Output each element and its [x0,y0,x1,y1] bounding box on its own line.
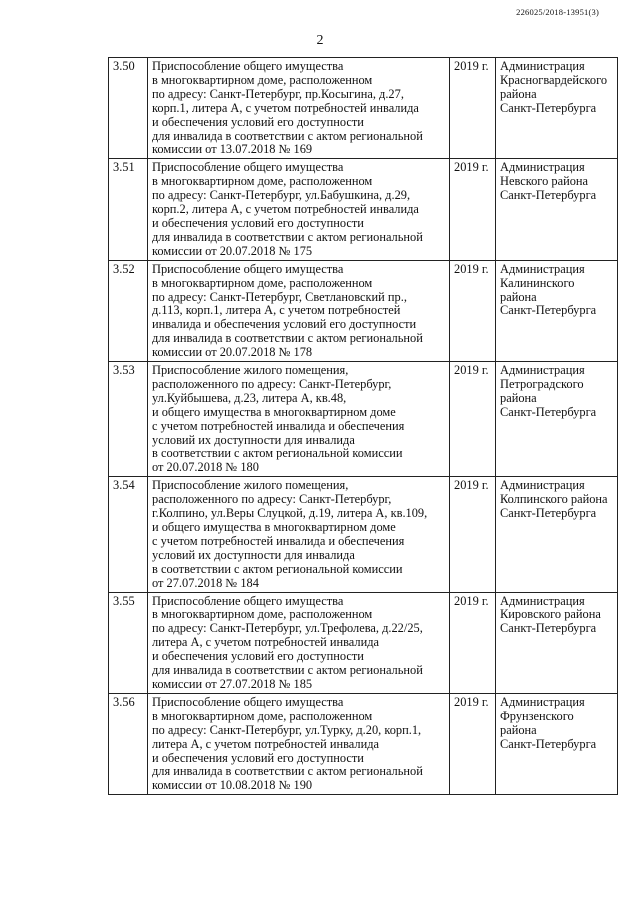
item-responsible-authority [496,693,618,794]
item-description-line: комиссии от 20.07.2018 № 178 [152,345,313,360]
item-description-line: корп.2, литера А, с учетом потребностей инвалида [152,202,419,217]
item-responsible-authority-line: Администрация [500,363,585,378]
item-description-line: для инвалида в соответствии с актом региональной [152,764,423,779]
item-description-line: для инвалида в соответствии с актом региональной [152,663,423,678]
item-description-line: ул.Куйбышева, д.23, литера А, кв.48, [152,390,347,405]
item-description-line: по адресу: Санкт-Петербург, ул.Турку, д.20, корп.1, [152,722,422,737]
item-description-line: расположенного по адресу: Санкт-Петербург, [152,376,392,391]
item-description-line: условий их доступности для инвалида [152,547,355,562]
item-description-line: д.113, корп.1, литера А, с учетом потребностей [152,303,401,318]
item-responsible-authority [496,260,618,361]
item-description-line: по адресу: Санкт-Петербург, ул.Трефолева, д.22/25, [152,621,423,636]
item-responsible-authority-line: района [500,722,537,737]
plan-items-table [108,57,618,795]
item-description-line: от 20.07.2018 № 180 [152,460,259,475]
item-responsible-authority-line: Администрация [500,478,585,493]
item-description-line: литера А, с учетом потребностей инвалида [152,736,380,751]
item-year: 2019 г. [450,693,496,794]
item-responsible-authority-line: Санкт-Петербурга [500,621,597,636]
item-number: 3.55 [109,592,148,693]
item-number: 3.51 [109,159,148,260]
item-year: 2019 г. [450,159,496,260]
item-responsible-authority-line: Администрация [500,261,585,276]
item-description-line: в соответствии с актом региональной комиссии [152,446,403,461]
item-description [148,58,450,159]
item-responsible-authority [496,362,618,477]
item-description-line: и обеспечения условий его доступности [152,750,364,765]
item-responsible-authority-line: Санкт-Петербурга [500,303,597,318]
item-description-line: в многоквартирном доме, расположенном [152,174,373,189]
item-year: 2019 г. [450,477,496,592]
item-year: 2019 г. [450,260,496,361]
document-reference-number: 226025/2018-13951(3) [516,7,599,17]
item-description [148,592,450,693]
item-responsible-authority-line: Администрация [500,59,585,73]
item-responsible-authority-line: Санкт-Петербурга [500,506,597,521]
item-description-line: с учетом потребностей инвалида и обеспечения [152,418,405,433]
item-description-line: для инвалида в соответствии с актом региональной [152,128,423,143]
item-number: 3.52 [109,260,148,361]
item-description-line: в многоквартирном доме, расположенном [152,275,373,290]
item-description-line: комиссии от 13.07.2018 № 169 [152,142,313,157]
table-row [109,58,618,159]
item-description-line: для инвалида в соответствии с актом региональной [152,229,423,244]
item-description-line: в многоквартирном доме, расположенном [152,72,373,87]
item-description-line: литера А, с учетом потребностей инвалида [152,635,380,650]
item-responsible-authority-line: Фрунзенского [500,708,574,723]
item-description-line: Приспособление жилого помещения, [152,363,349,378]
item-responsible-authority [496,58,618,159]
item-number: 3.53 [109,362,148,477]
item-number: 3.50 [109,58,148,159]
item-year: 2019 г. [450,362,496,477]
item-description-line: по адресу: Санкт-Петербург, Светлановский пр., [152,289,407,304]
item-description-line: и обеспечения условий его доступности [152,215,364,230]
item-description-line: Приспособление общего имущества [152,59,344,73]
item-responsible-authority-line: Администрация [500,593,585,608]
item-description-line: Приспособление жилого помещения, [152,478,349,493]
item-number: 3.54 [109,477,148,592]
item-responsible-authority-line: Администрация [500,694,585,709]
page-number: 2 [316,33,324,48]
item-responsible-authority-line: района [500,289,537,304]
table-row [109,592,618,693]
item-description [148,159,450,260]
item-description-line: и общего имущества в многоквартирном доме [152,404,396,419]
item-responsible-authority-line: Санкт-Петербурга [500,404,597,419]
item-description-line: и обеспечения условий его доступности [152,649,364,664]
item-responsible-authority [496,592,618,693]
item-description-line: для инвалида в соответствии с актом региональной [152,331,423,346]
table-row [109,693,618,794]
item-number: 3.56 [109,693,148,794]
item-responsible-authority-line: Калининского [500,275,575,290]
plan-items-table-body [109,58,618,795]
item-description [148,693,450,794]
item-description-line: по адресу: Санкт-Петербург, ул.Бабушкина, д.29, [152,188,411,203]
item-responsible-authority-line: Красногвардейского [500,72,608,87]
item-description [148,260,450,361]
item-description-line: Приспособление общего имущества [152,261,344,276]
item-responsible-authority-line: Администрация [500,160,585,175]
item-description-line: Приспособление общего имущества [152,593,344,608]
item-description-line: условий их доступности для инвалида [152,432,355,447]
item-description-line: с учетом потребностей инвалида и обеспечения [152,533,405,548]
item-description-line: и общего имущества в многоквартирном доме [152,520,396,534]
item-description-line: инвалида и обеспечения условий его доступности [152,317,417,332]
item-description [148,477,450,592]
item-responsible-authority-line: Санкт-Петербурга [500,188,597,203]
item-responsible-authority [496,159,618,260]
item-responsible-authority-line: Санкт-Петербурга [500,100,597,115]
table-row [109,362,618,477]
table-row [109,260,618,361]
item-year: 2019 г. [450,592,496,693]
item-description-line: в многоквартирном доме, расположенном [152,607,373,622]
item-year: 2019 г. [450,58,496,159]
item-description-line: в соответствии с актом региональной комиссии [152,561,403,576]
item-description-line: в многоквартирном доме, расположенном [152,708,373,723]
item-responsible-authority-line: Петроградского [500,376,584,391]
item-description-line: от 27.07.2018 № 184 [152,575,259,590]
item-responsible-authority-line: Кировского района [500,607,601,622]
item-description-line: комиссии от 20.07.2018 № 175 [152,243,313,258]
item-description-line: корп.1, литера А, с учетом потребностей инвалида [152,100,419,115]
item-responsible-authority-line: Санкт-Петербурга [500,736,597,751]
item-description-line: комиссии от 10.08.2018 № 190 [152,778,313,793]
item-description-line: по адресу: Санкт-Петербург, пр.Косыгина, д.27, [152,86,404,101]
item-description-line: Приспособление общего имущества [152,694,344,709]
table-row [109,477,618,592]
item-description-line: комиссии от 27.07.2018 № 185 [152,676,313,691]
item-description-line: расположенного по адресу: Санкт-Петербург, [152,492,392,507]
item-description [148,362,450,477]
item-responsible-authority-line: Невского района [500,174,589,189]
item-description-line: Приспособление общего имущества [152,160,344,175]
item-responsible-authority [496,477,618,592]
item-responsible-authority-line: района [500,86,537,101]
item-description-line: г.Колпино, ул.Веры Слуцкой, д.19, литера А, кв.109, [152,506,428,521]
item-responsible-authority-line: района [500,390,537,405]
item-description-line: и обеспечения условий его доступности [152,114,364,129]
table-row [109,159,618,260]
item-responsible-authority-line: Колпинского района [500,492,608,507]
